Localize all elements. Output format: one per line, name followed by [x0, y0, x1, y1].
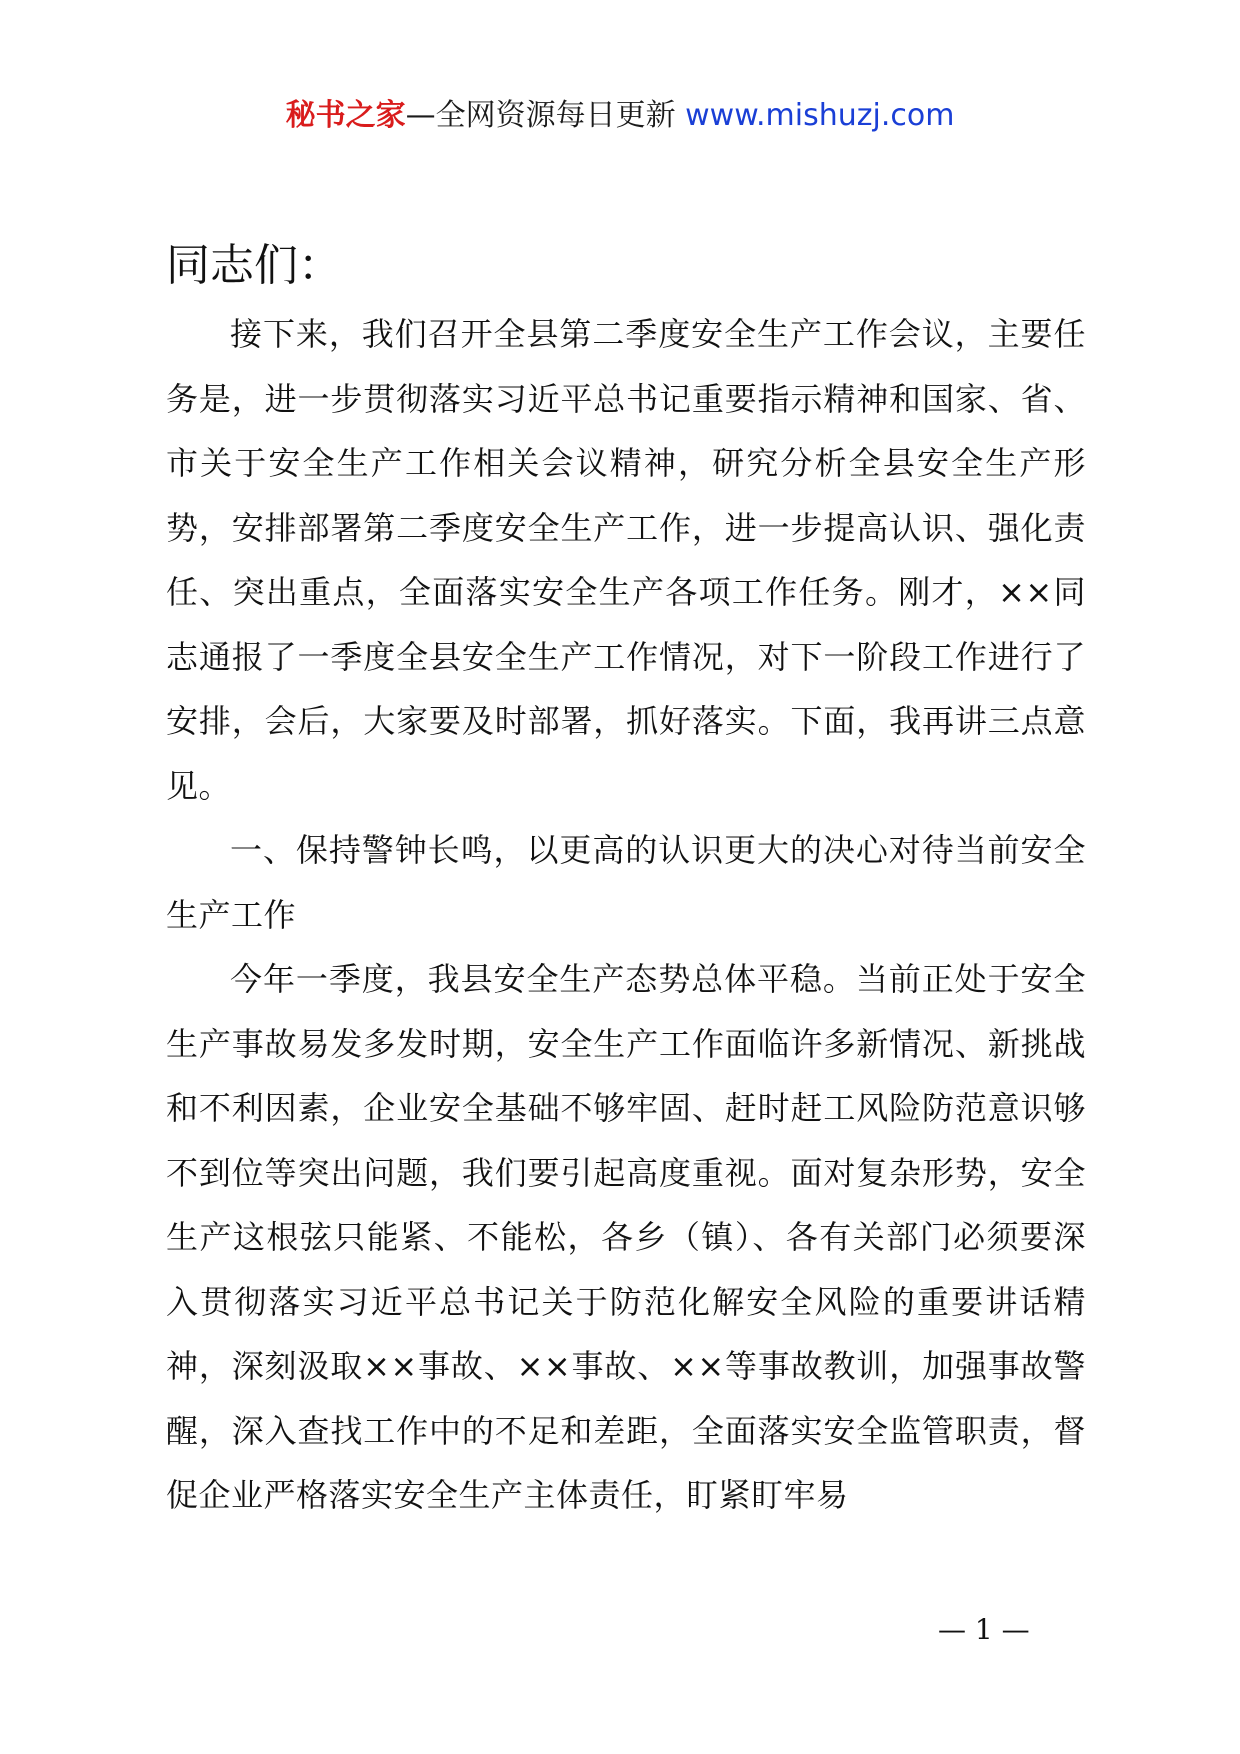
brand-name: 秘书之家: [285, 98, 406, 133]
document-body: [166, 238, 1086, 1528]
site-header: [0, 96, 1240, 136]
header-slogan: —全网资源每日更新: [405, 98, 686, 133]
website-link[interactable]: www.mishuzj.com: [685, 98, 955, 133]
intro-paragraph: 接下来，我们召开全县第二季度安全生产工作会议，主要任务是，进一步贯彻落实习近平总书记重要指示精神和国家、省、市关于安全生产工作相关会议精神，研究分析全县安全生产形势，安排部署第二季度安全生产工作，进一步提高认识、强化责任、突出重点，全面落实安全生产各项工作任务。刚才，××同志通报了一季度全县安全生产工作情况，对下一阶段工作进行了安排，会后，大家要及时部署，抓好落实。下面，我再讲三点意见。: [166, 315, 1086, 805]
body-paragraph: 今年一季度，我县安全生产态势总体平稳。当前正处于安全生产事故易发多发时期，安全生产工作面临许多新情况、新挑战和不利因素，企业安全基础不够牢固、赶时赶工风险防范意识够不到位等突出问题，我们要引起高度重视。面对复杂形势，安全生产这根弦只能紧、不能松，各乡（镇）、各有关部门必须要深入贯彻落实习近平总书记关于防范化解安全风险的重要讲话精神，深刻汲取××事故、××事故、××等事故教训，加强事故警醒，深入查找工作中的不足和差距，全面落实安全监管职责，督促企业严格落实安全生产主体责任，盯紧盯牢易: [166, 960, 1086, 1514]
page-number: — 1 —: [938, 1613, 1030, 1646]
section-heading: 一、保持警钟长鸣，以更高的认识更大的决心对待当前安全生产工作: [166, 831, 1086, 934]
salutation: 同志们：: [166, 240, 342, 291]
